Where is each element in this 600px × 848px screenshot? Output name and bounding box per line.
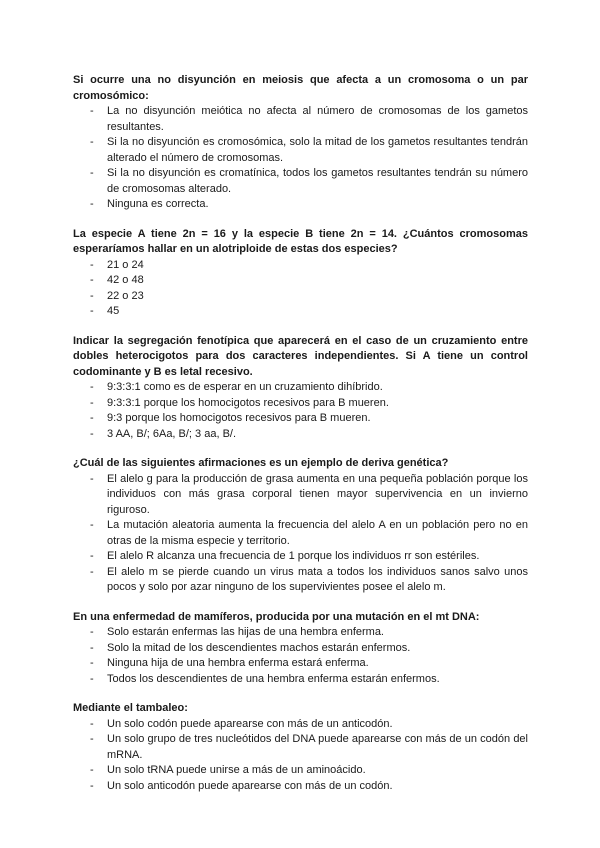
question-title: En una enfermedad de mamíferos, producida por una mutación en el mt DNA: (73, 610, 480, 623)
option-text: 3 AA, B/; 6Aa, B/; 3 aa, B/. (107, 427, 237, 440)
option-item (73, 565, 528, 596)
option-item (73, 625, 528, 641)
question-title: Si ocurre una no disyunción en meiosis que afecta a un cromosoma o un par cromosómico: (73, 74, 528, 102)
question-title: Mediante el tambaleo: (73, 702, 188, 714)
option-text: La no disyunción meiótica no afecta al número de cromosomas de los gametos resultantes. (107, 105, 528, 133)
option-item (73, 472, 528, 519)
option-item (73, 411, 528, 427)
option-text: Un solo tRNA puede unirse a más de un aminoácido. (107, 764, 366, 776)
option-item (73, 656, 528, 672)
option-text: El alelo R alcanza una frecuencia de 1 porque los individuos rr son estériles. (107, 550, 480, 562)
option-item (73, 197, 528, 213)
dash-bullet: - (90, 764, 94, 776)
option-text: Un solo grupo de tres nucleótidos del DNA puede aparearse con más de un codón del mRNA. (107, 733, 528, 761)
option-item (73, 427, 528, 443)
option-list (73, 380, 528, 442)
dash-bullet: - (90, 550, 94, 562)
option-list (73, 104, 528, 213)
option-item (73, 380, 528, 396)
option-text: El alelo g para la producción de grasa aumenta en una pequeña población porque los individuos con más grasa corporal tienen mayor supervivencia en un invierno riguroso. (107, 472, 528, 516)
dash-bullet: - (90, 412, 94, 424)
option-text: Si la no disyunción es cromatínica, todos los gametos resultantes tendrán su número de cromosomas alterado. (107, 167, 528, 195)
option-text: Todos los descendientes de una hembra enferma estarán enfermos. (107, 672, 440, 685)
option-text: 21 o 24 (107, 258, 144, 271)
option-text: 9:3:3:1 como es de esperar en un cruzamiento dihíbrido. (107, 381, 383, 393)
option-text: Un solo codón puede aparearse con más de un anticodón. (107, 717, 393, 730)
option-text: Solo estarán enfermas las hijas de una hembra enferma. (107, 626, 384, 638)
dash-bullet: - (90, 167, 94, 179)
option-list (73, 717, 528, 795)
option-item (73, 732, 528, 763)
option-list (73, 625, 528, 687)
question (73, 610, 528, 688)
option-text: 42 o 48 (107, 274, 144, 286)
option-text: 9:3 porque los homocigotos recesivos para B mueren. (107, 412, 371, 424)
option-item (73, 641, 528, 657)
dash-bullet: - (90, 779, 94, 792)
dash-bullet: - (90, 136, 94, 148)
question-title: La especie A tiene 2n = 16 y la especie B tiene 2n = 14. ¿Cuántos cromosomas esperaríamos hallar en un alotriploide de estas dos especies? (73, 227, 528, 255)
option-item (73, 166, 528, 197)
question (73, 701, 528, 794)
option-item (73, 396, 528, 412)
option-text: El alelo m se pierde cuando un virus mata a todos los individuos sanos salvo unos pocos y solo por azar ninguno de los supervivientes posee el alelo m. (107, 565, 528, 593)
option-text: Ninguna es correcta. (107, 198, 209, 210)
option-item (73, 549, 528, 565)
question (73, 334, 528, 443)
option-item (73, 779, 528, 795)
dash-bullet: - (90, 733, 94, 745)
option-text: Si la no disyunción es cromosómica, solo la mitad de los gametos resultantes tendrán alterado el número de cromosomas. (107, 136, 528, 164)
question (73, 456, 528, 596)
dash-bullet: - (90, 641, 94, 654)
option-text: 45 (107, 305, 120, 317)
option-text: 22 o 23 (107, 289, 144, 302)
dash-bullet: - (90, 626, 94, 638)
option-item (73, 135, 528, 166)
option-item (73, 304, 528, 320)
dash-bullet: - (90, 258, 94, 271)
dash-bullet: - (90, 105, 94, 117)
dash-bullet: - (90, 565, 94, 578)
option-item (73, 518, 528, 549)
dash-bullet: - (90, 519, 94, 531)
dash-bullet: - (90, 672, 94, 685)
option-text: Un solo anticodón puede aparearse con más de un codón. (107, 779, 393, 792)
option-item (73, 672, 528, 688)
dash-bullet: - (90, 657, 94, 669)
dash-bullet: - (90, 427, 94, 440)
option-text: Solo la mitad de los descendientes machos estarán enfermos. (107, 641, 411, 654)
option-text: La mutación aleatoria aumenta la frecuencia del alelo A en un población pero no en otras de la misma especie y territorio. (107, 519, 528, 547)
option-item (73, 273, 528, 289)
option-item (73, 717, 528, 733)
dash-bullet: - (90, 198, 94, 210)
dash-bullet: - (90, 305, 94, 317)
question-title: Indicar la segregación fenotípica que aparecerá en el caso de un cruzamiento entre dobles heterocigotos para dos caracteres independientes. Si A tiene un control codominante y B es letal recesivo. (73, 334, 528, 378)
dash-bullet: - (90, 472, 94, 485)
dash-bullet: - (90, 717, 94, 730)
option-list (73, 472, 528, 596)
option-item (73, 258, 528, 274)
question (73, 73, 528, 213)
option-item (73, 289, 528, 305)
option-text: 9:3:3:1 porque los homocigotos recesivos para B mueren. (107, 396, 389, 409)
dash-bullet: - (90, 289, 94, 302)
option-item (73, 104, 528, 135)
document-content (73, 73, 528, 808)
question-title: ¿Cuál de las siguientes afirmaciones es un ejemplo de deriva genética? (73, 457, 449, 469)
option-list (73, 258, 528, 320)
option-text: Ninguna hija de una hembra enferma estará enferma. (107, 657, 369, 669)
dash-bullet: - (90, 381, 94, 393)
option-item (73, 763, 528, 779)
dash-bullet: - (90, 396, 94, 409)
dash-bullet: - (90, 274, 94, 286)
question (73, 227, 528, 320)
